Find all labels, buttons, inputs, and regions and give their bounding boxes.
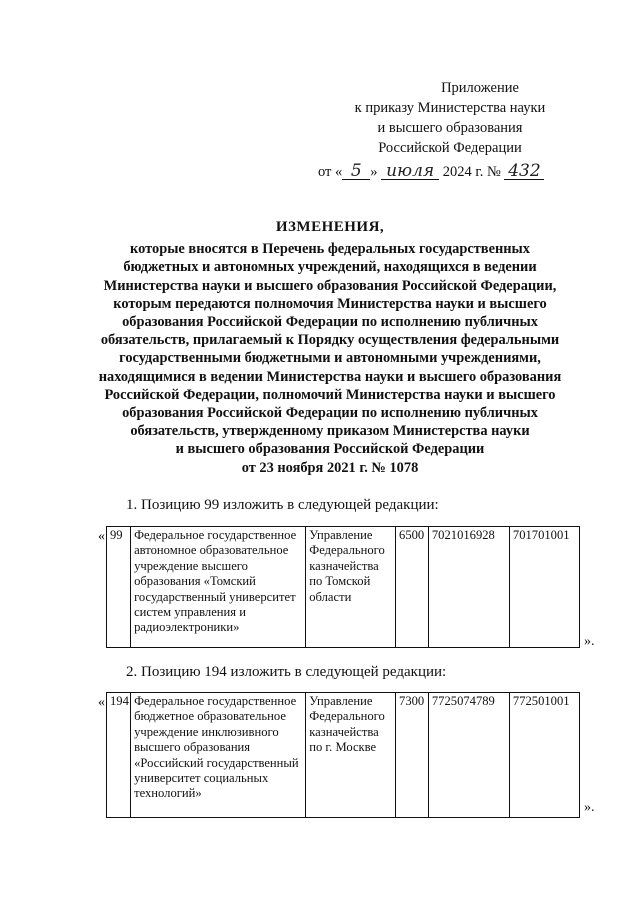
cell-position-number: 99 [107,527,131,648]
appendix-header [300,78,600,182]
title-line: Министерства науки и высшего образования Российской Федерации, [103,277,557,294]
item-2-open-quote: « [98,695,105,710]
item-1-open-quote: « [98,529,105,544]
item-1-table [106,526,580,648]
title-line: которые вносятся в Перечень федеральных государственных [130,241,530,258]
appendix-date-line [300,162,600,182]
table-row [107,527,580,648]
cell-position-number: 194 [107,693,131,818]
item-2-table [106,692,580,818]
date-month-handwritten: июля [386,161,435,181]
title-line: от 23 ноября 2021 г. № 1078 [241,459,419,476]
cell-institution-name: Федеральное государственное бюджетное образовательное учреждение инклюзивного высшего образования «Российский государственный университет социальных технологий» [131,693,306,818]
item-1-close-quote: ». [584,634,595,649]
table-row [107,693,580,818]
date-mid: » [370,164,378,180]
appendix-order-line: к приказу Министерства науки [354,100,546,116]
cell-treasury-office: Управление Федерального казначейства по г. Москве [306,693,396,818]
title-line: государственными бюджетными и автономными учреждениями, [119,350,541,367]
order-number-field [504,161,544,181]
changes-title-block [60,218,600,477]
order-number-handwritten: 432 [508,161,541,181]
date-month-field [381,161,439,181]
title-line: которым передаются полномочия Министерства науки и высшего [113,295,547,312]
cell-code: 6500 [396,527,429,648]
cell-inn: 7021016928 [428,527,509,648]
title-line: Российской Федерации, полномочий Министерства науки и высшего [104,386,556,403]
item-2-title: 2. Позицию 194 изложить в следующей редакции: [126,664,447,680]
title-line: и высшего образования Российской Федерации [175,441,485,458]
date-day-field [342,161,370,181]
changes-heading: ИЗМЕНЕНИЯ, [275,219,385,235]
title-line: обязательств, прилагаемый к Порядку осуществления федеральными [100,332,560,349]
title-line: образования Российской Федерации по исполнению публичных [122,314,538,331]
date-prefix: от « [318,164,343,180]
cell-kpp: 772501001 [509,693,579,818]
item-1-title: 1. Позицию 99 изложить в следующей редакции: [126,497,439,513]
appendix-label: Приложение [441,80,519,96]
cell-kpp: 701701001 [509,527,579,648]
cell-institution-name: Федеральное государственное автономное образовательное учреждение высшего образования «Томский государственный университет систем управления и радиоэлектроники» [131,527,306,648]
date-day-handwritten: 5 [350,161,362,181]
cell-inn: 7725074789 [428,693,509,818]
cell-code: 7300 [396,693,429,818]
appendix-country-line: Российской Федерации [378,140,522,156]
item-2-close-quote: ». [584,800,595,815]
cell-treasury-office: Управление Федерального казначейства по Томской области [306,527,396,648]
title-line: бюджетных и автономных учреждений, находящихся в ведении [123,259,537,276]
title-line: находящимися в ведении Министерства науки и высшего образования [98,368,562,385]
title-line: обязательств, утвержденному приказом Министерства науки [130,423,530,440]
appendix-ministry-line: и высшего образования [377,120,523,136]
date-year-text: 2024 г. № [442,164,501,180]
title-line: образования Российской Федерации по исполнению публичных [122,405,538,422]
